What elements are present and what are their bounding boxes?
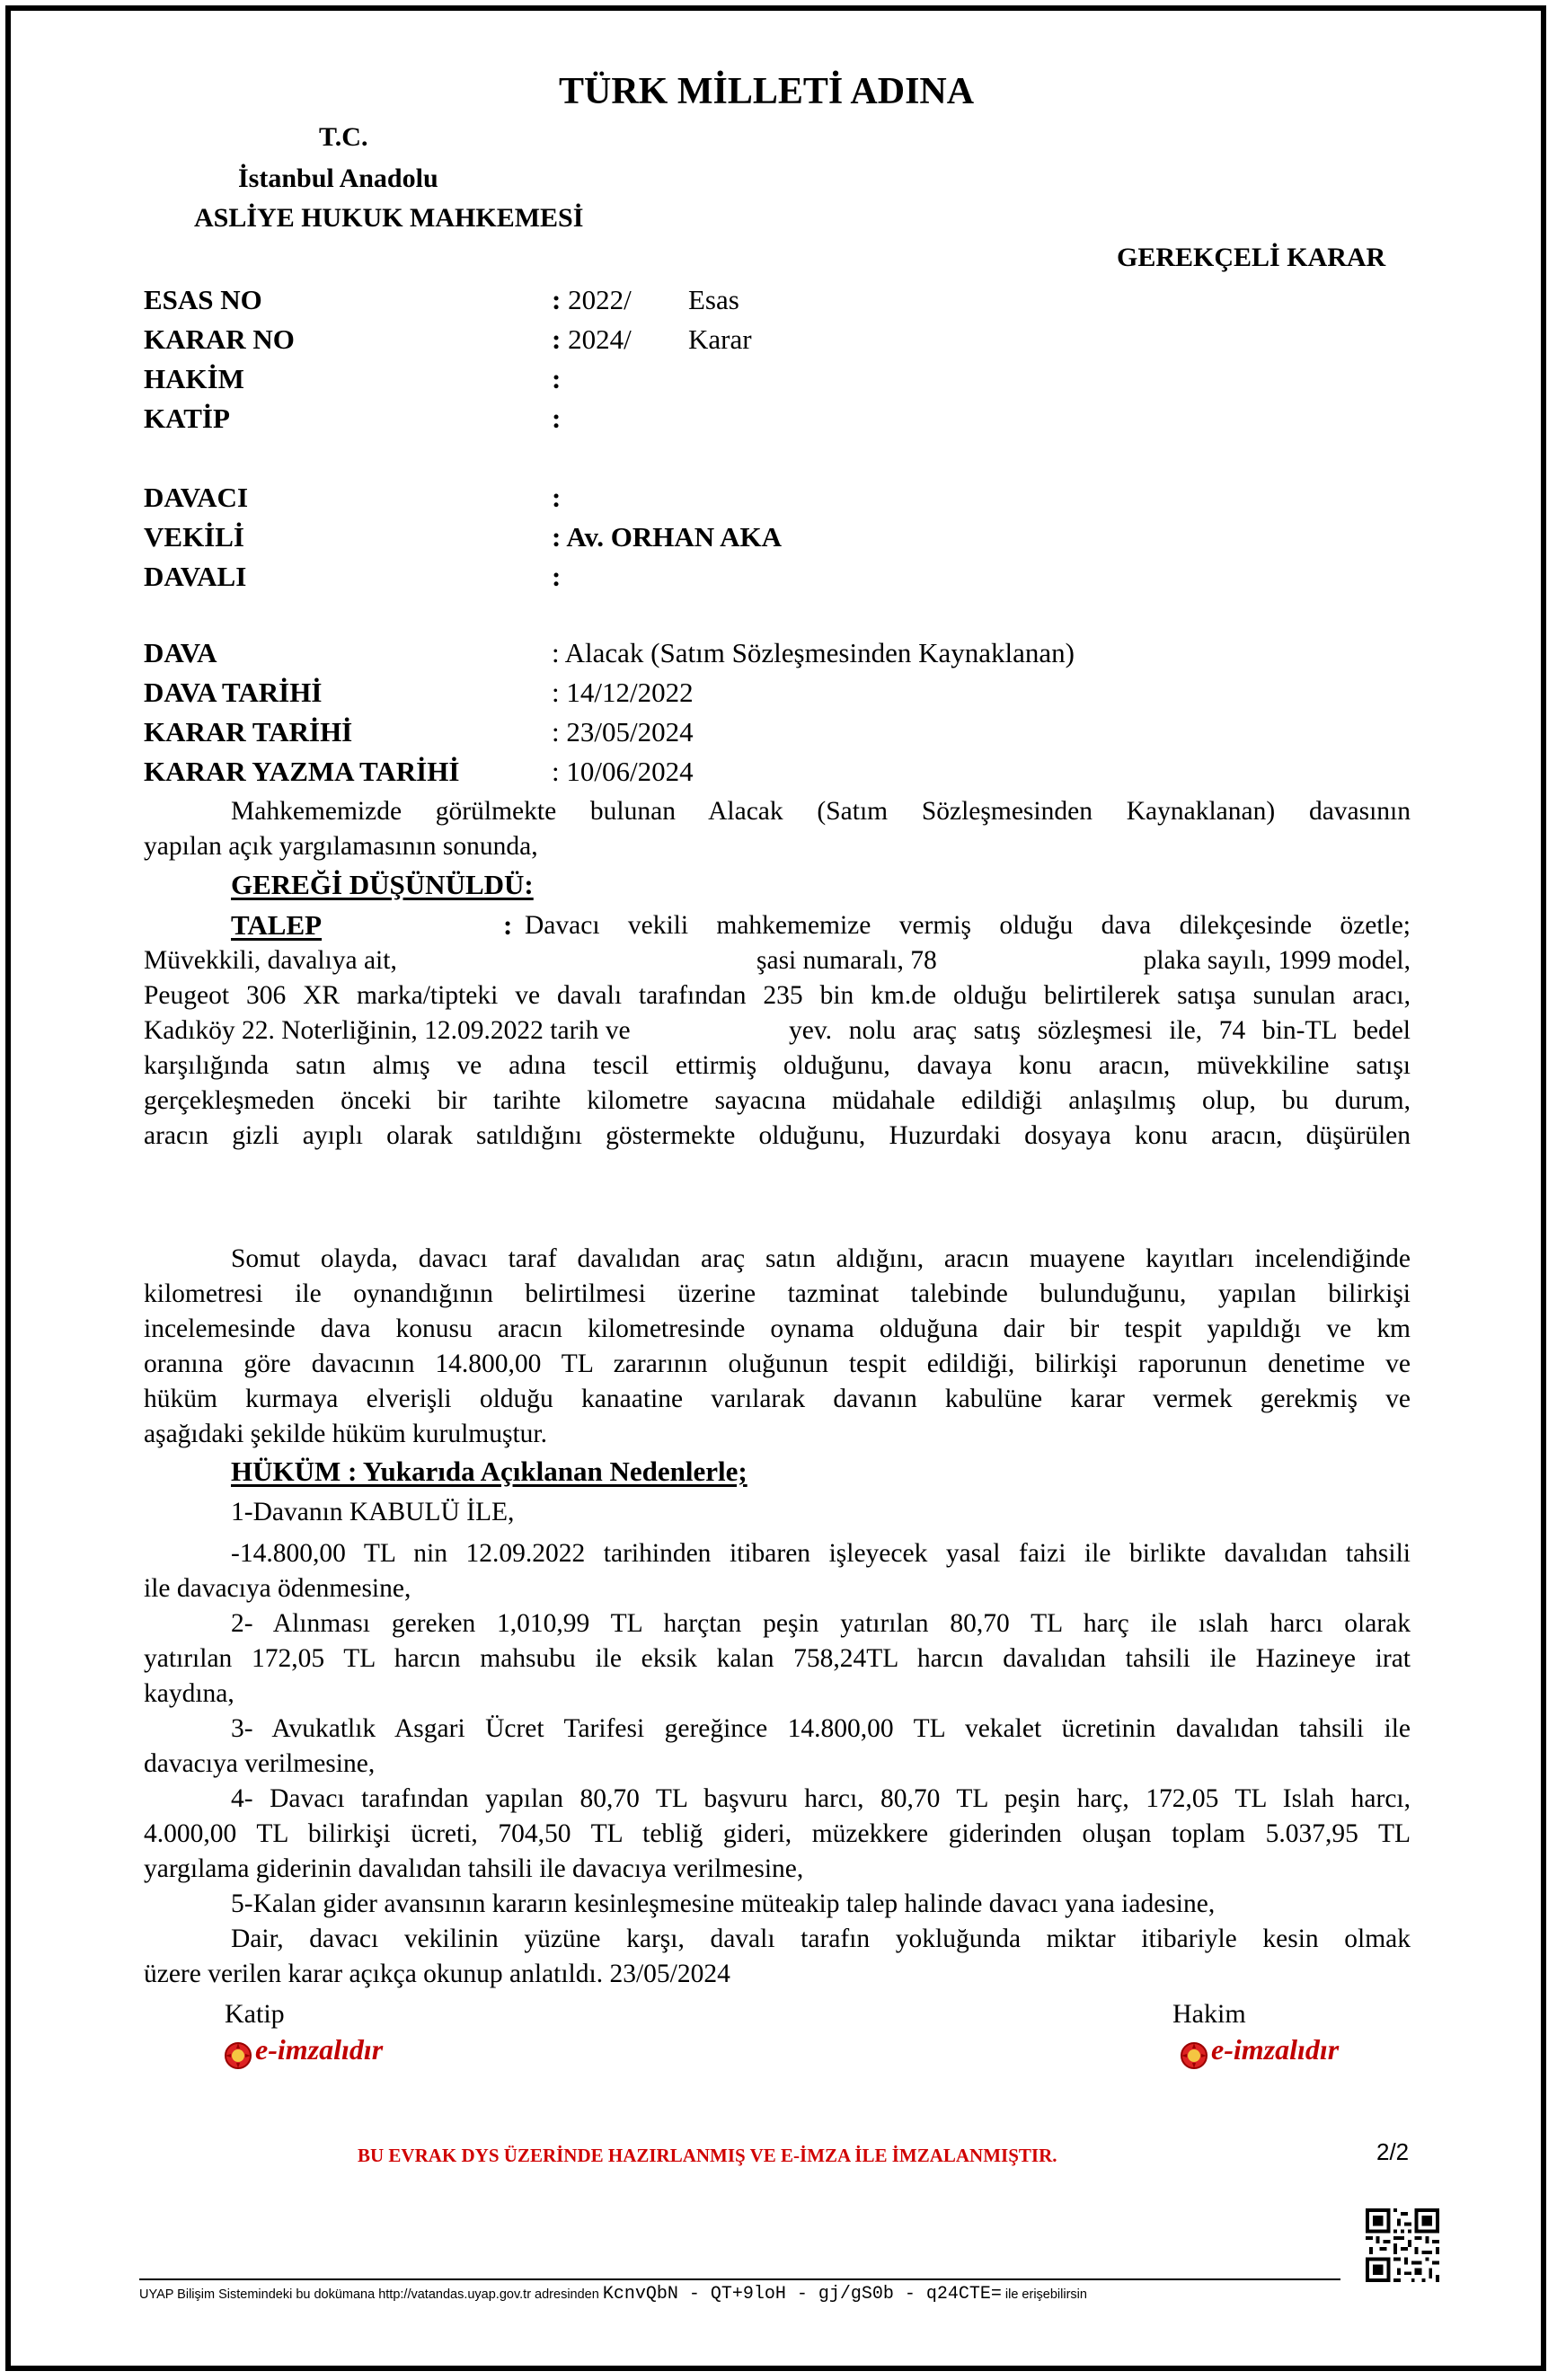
katip-value: :	[552, 403, 562, 434]
hukum-heading: HÜKÜM : Yukarıda Açıklanan Nedenlerle;	[231, 1455, 748, 1487]
karar-tarihi-value: : 23/05/2024	[552, 716, 694, 748]
talep-line-7: aracın gizli ayıplı olarak satıldığını göstermekte olduğunu, Huzurdaki dosyaya konu aracın, düşürülen	[144, 1121, 1411, 1150]
esas-label: ESAS NO	[144, 284, 262, 315]
somut-line-2: kilometresi ile oynandığının belirtilmesi üzerine tazminat talebinde bulunduğunu, yapılan bilirkişi	[144, 1279, 1411, 1308]
davali-label: DAVALI	[144, 561, 247, 592]
hukum-item-3-line-1: 3- Avukatlık Asgari Ücret Tarifesi gereğince 14.800,00 TL vekalet ücretinin davalıdan tahsili ile	[231, 1714, 1411, 1743]
karar-yazma-label: KARAR YAZMA TARİHİ	[144, 756, 460, 787]
karar-yazma-value: : 10/06/2024	[552, 756, 694, 787]
esas-value: : 2022/	[552, 284, 632, 315]
karar-value: : 2024/	[552, 323, 632, 355]
city-label: İstanbul Anadolu	[238, 164, 438, 193]
seal-icon	[1179, 2040, 1209, 2071]
davaci-value: :	[552, 482, 562, 513]
hakim-signature-label: Hakim	[1172, 1999, 1246, 2029]
hukum-item-5: 5-Kalan gider avansının kararın kesinleşmesine müteakip talep halinde davacı yana iadesine,	[231, 1889, 1216, 1918]
tc-label: T.C.	[319, 122, 368, 152]
dys-notice: BU EVRAK DYS ÜZERİNDE HAZIRLANMIŞ VE E-İMZA İLE İMZALANMIŞTIR.	[358, 2145, 1057, 2166]
dava-tarihi-label: DAVA TARİHİ	[144, 677, 323, 708]
dair-line-2: üzere verilen karar açıkça okunup anlatıldı. 23/05/2024	[144, 1960, 730, 1988]
talep-line-2c: plaka sayılı, 1999 model,	[1143, 946, 1411, 975]
doc-type: GEREKÇELİ KARAR	[1117, 243, 1386, 272]
hukum-item-3-line-2: davacıya verilmesine,	[144, 1749, 376, 1778]
dava-label: DAVA	[144, 637, 217, 668]
hukum-item-4-line-2: 4.000,00 TL bilirkişi ücreti, 704,50 TL tebliğ gideri, müzekkere giderinden oluşan toplam 5.037,95 TL	[144, 1819, 1411, 1848]
talep-line-4b: yev. nolu araç satış sözleşmesi ile, 74 bin-TL bedel	[789, 1016, 1411, 1045]
talep-line-4a: Kadıköy 22. Noterliğinin, 12.09.2022 tarih ve	[144, 1016, 631, 1045]
uyap-suffix: ile erişebilirsin	[1004, 2287, 1087, 2302]
seal-icon	[223, 2040, 253, 2071]
hakim-label: HAKİM	[144, 363, 244, 394]
hukum-item-1a-line-1: -14.800,00 TL nin 12.09.2022 tarihinden itibaren işleyecek yasal faizi ile birlikte davalıdan tahsili	[231, 1539, 1411, 1568]
katip-esignature	[223, 2033, 383, 2071]
intro-line-2: yapılan açık yargılamasının sonunda,	[144, 832, 538, 861]
vekili-label: VEKİLİ	[144, 521, 244, 553]
somut-line-4: oranına göre davacının 14.800,00 TL zararının oluğunun tespit edildiği, bilirkişi raporunun denetime ve	[144, 1349, 1411, 1378]
karar-label: KARAR NO	[144, 323, 295, 355]
hakim-value: :	[552, 363, 562, 394]
dair-line-1: Dair, davacı vekilinin yüzüne karşı, davalı tarafın yokluğunda miktar itibariyle kesin olmak	[231, 1924, 1411, 1953]
esig-text-hakim: e-imzalıdır	[1211, 2033, 1340, 2066]
somut-line-6: aşağıdaki şekilde hüküm kurulmuştur.	[144, 1420, 547, 1448]
hukum-item-1a-line-2: ile davacıya ödenmesine,	[144, 1574, 411, 1603]
somut-line-3: incelemesinde dava konusu aracın kilometresinde oynama olduğuna dair bir tespit yapıldığı ve km	[144, 1314, 1411, 1343]
uyap-access-line	[139, 2284, 1087, 2305]
hukum-item-4-line-3: yargılama giderinin davalıdan tahsili ile davacıya verilmesine,	[144, 1854, 804, 1883]
qr-code-icon	[1366, 2208, 1439, 2282]
dava-value: : Alacak (Satım Sözleşmesinden Kaynaklanan)	[552, 637, 1075, 668]
talep-line-3: Peugeot 306 XR marka/tipteki ve davalı tarafından 235 bin km.de olduğu belirtilerek satışa sunulan aracı,	[144, 981, 1411, 1010]
talep-line-5: karşılığında satın almış ve adına tescil ettirmiş olduğunu, davaya konu aracın, müvekkiline satışı	[144, 1051, 1411, 1080]
talep-colon: :	[503, 909, 513, 941]
talep-label: TALEP	[231, 909, 323, 941]
somut-line-1: Somut olayda, davacı taraf davalıdan araç satın aldığını, aracın muayene kayıtları incelendiğinde	[231, 1244, 1411, 1273]
hukum-item-2-line-3: kaydına,	[144, 1679, 234, 1708]
uyap-code: KcnvQbN - QT+9loH - gj/gS0b - q24CTE=	[602, 2284, 1002, 2305]
esig-text-katip: e-imzalıdır	[255, 2033, 384, 2066]
hakim-esignature	[1179, 2033, 1339, 2071]
karar-tarihi-label: KARAR TARİHİ	[144, 716, 353, 748]
hukum-item-2-line-2: yatırılan 172,05 TL harcın mahsubu ile eksik kalan 758,24TL harcın davalıdan tahsili ile Hazineye irat	[144, 1644, 1411, 1673]
hukum-item-1: 1-Davanın KABULÜ İLE,	[231, 1498, 515, 1526]
uyap-prefix: UYAP Bilişim Sistemindeki bu dokümana http://vatandas.uyap.gov.tr adresinden	[139, 2287, 599, 2302]
hukum-item-4-line-1: 4- Davacı tarafından yapılan 80,70 TL başvuru harcı, 80,70 TL peşin harç, 172,05 TL Islah harcı,	[231, 1784, 1411, 1813]
geregi-heading: GEREĞİ DÜŞÜNÜLDÜ:	[231, 869, 534, 900]
talep-line-2a: Müvekkili, davalıya ait,	[144, 946, 397, 975]
document-title: TÜRK MİLLETİ ADINA	[559, 71, 975, 112]
intro-line-1: Mahkememizde görülmekte bulunan Alacak (Satım Sözleşmesinden Kaynaklanan) davasının	[231, 797, 1411, 826]
katip-signature-label: Katip	[225, 1999, 285, 2029]
davaci-label: DAVACI	[144, 482, 249, 513]
katip-label: KATİP	[144, 403, 230, 434]
footer-divider	[139, 2278, 1340, 2280]
dava-tarihi-value: : 14/12/2022	[552, 677, 694, 708]
page-number: 2/2	[1376, 2138, 1410, 2165]
talep-line-6: gerçekleşmeden önceki bir tarihte kilometre sayacına müdahale edildiği anlaşılmış olup, bu durum,	[144, 1086, 1411, 1115]
esas-suffix: Esas	[688, 284, 739, 315]
talep-line-1: Davacı vekili mahkememize vermiş olduğu dava dilekçesinde özetle;	[525, 911, 1411, 940]
court-name: ASLİYE HUKUK MAHKEMESİ	[194, 203, 584, 233]
davali-value: :	[552, 561, 562, 592]
hukum-item-2-line-1: 2- Alınması gereken 1,010,99 TL harçtan peşin yatırılan 80,70 TL harç ile ıslah harcı olarak	[231, 1609, 1411, 1638]
vekili-value: : Av. ORHAN AKA	[552, 521, 783, 553]
karar-suffix: Karar	[688, 323, 752, 355]
talep-line-2b: şasi numaralı, 78	[756, 946, 937, 975]
somut-line-5: hüküm kurmaya elverişli olduğu kanaatine varılarak davanın kabulüne karar vermek gerekmiş ve	[144, 1385, 1411, 1413]
